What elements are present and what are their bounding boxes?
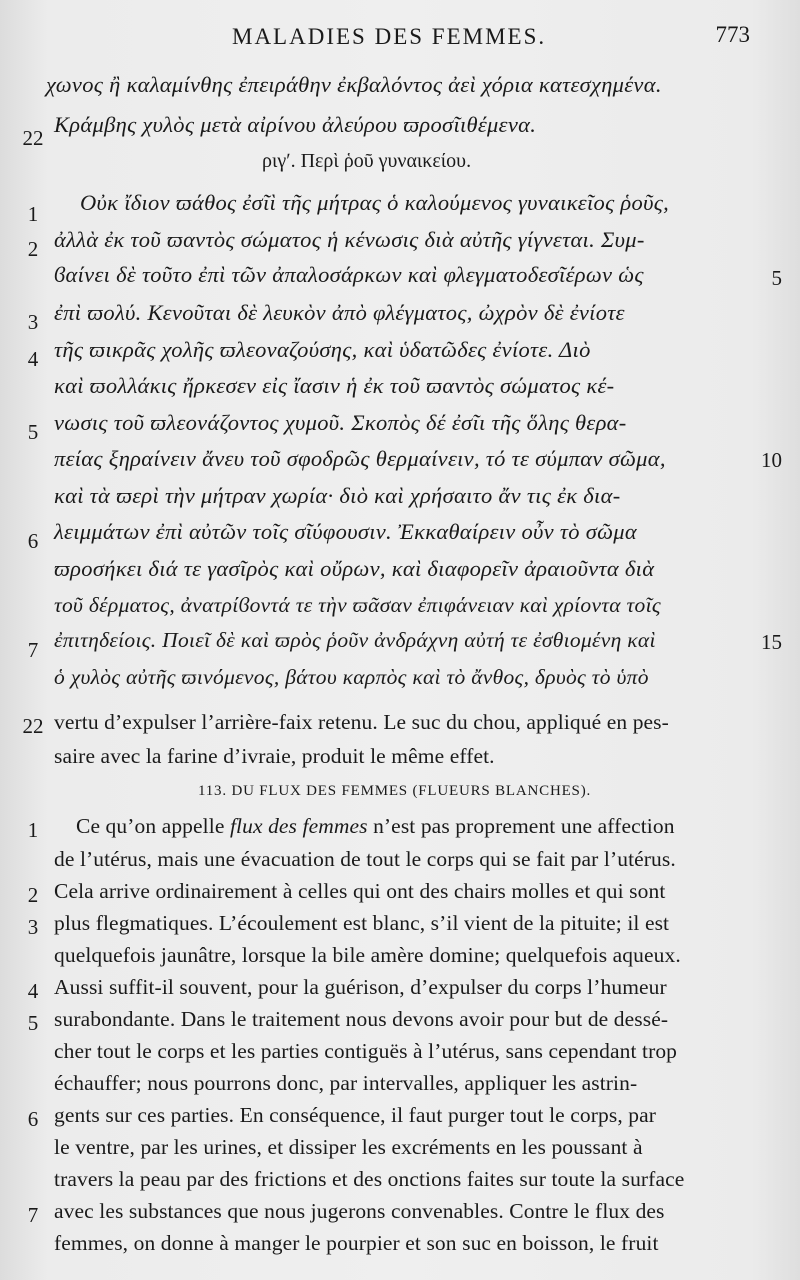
french-line-text: surabondante. Dans le traitement nous devons avoir pour but de dessé-: [54, 1007, 669, 1031]
french-line: [0, 847, 800, 875]
running-title: MALADIES DES FEMMES.: [232, 24, 547, 49]
greek-line: [0, 519, 800, 553]
greek-line-text: ἀλλὰ ἐκ τοῦ ϖαντὸς σώματος ἡ κένωσις διὰ αὐτῆς γίγνεται. Συμ-: [54, 227, 645, 252]
french-line-number: 7: [27, 1203, 39, 1227]
greek-line: [0, 72, 800, 102]
greek-line-number: 1: [27, 202, 39, 226]
greek-line: [0, 337, 800, 371]
greek-line-number: 3: [27, 310, 39, 334]
page-number: 773: [715, 22, 750, 47]
french-line: [0, 744, 800, 772]
french-line-text: cher tout le corps et les parties contiguës à l’utérus, sans cependant trop: [54, 1039, 678, 1063]
greek-line: [0, 628, 800, 662]
greek-line-text: καὶ ϖολλάκις ἤρκεσεν εἰς ἴασιν ἡ ἐκ τοῦ ϖαντὸς σώματος κέ-: [54, 373, 615, 398]
french-line-text: vertu d’expulser l’arrière-faix retenu. Le suc du chou, appliqué en pes-: [54, 710, 669, 734]
greek-line-text: τοῦ δέρματος, ἀνατρίϐοντά τε τὴν ϖᾶσαν ἐπιφάνειαν καὶ χρίοντα τοῖς: [54, 593, 661, 617]
french-section-heading-line: [0, 783, 800, 807]
greek-line-number: 22: [22, 126, 44, 150]
french-line-text: quelquefois jaunâtre, lorsque la bile amère domine; quelquefois aqueux.: [54, 943, 681, 967]
greek-line-text: νωσις τοῦ ϖλεονάζοντος χυμοῦ. Σκοπὸς δέ ἐσῖι τῆς ὅλης θερα-: [54, 410, 627, 435]
french-line-text: saire avec la farine d’ivraie, produit le même effet.: [54, 744, 495, 768]
greek-line: [0, 556, 800, 586]
french-line: [0, 814, 800, 842]
french-line-number: 5: [27, 1011, 39, 1035]
french-line: [0, 1231, 800, 1259]
french-section-heading: 113. DU FLUX DES FEMMES (FLUEURS BLANCHES).: [198, 783, 592, 799]
greek-line-text: χωνος ἢ καλαμίνθης ἐπειράθην ἐκβαλόντος ἀεὶ χόρια κατεσχημένα.: [46, 72, 662, 97]
greek-line-text: ϐαίνει δὲ τοῦτο ἐπὶ τῶν ἀπαλοσάρκων καὶ φλεγματοδεσῖέρων ὡς: [54, 262, 644, 287]
greek-section-heading-line: [0, 150, 800, 178]
french-line-text: Ce qu’on appelle flux des femmes n’est pas proprement une affection: [76, 814, 675, 838]
greek-line: [0, 300, 800, 334]
greek-line: [0, 446, 800, 476]
greek-line-text: καὶ τὰ ϖερὶ τὴν μήτραν χωρία· διὸ καὶ χρήσαιτο ἄν τις ἐκ δια-: [54, 483, 621, 508]
french-line: [0, 1199, 800, 1227]
greek-line: [0, 483, 800, 513]
french-line: [0, 1039, 800, 1067]
greek-line-text: ἐπιτηδείοις. Ποιεῖ δὲ καὶ ϖρὸς ῥοῦν ἀνδράχνη αὐτή τε ἐσθιομένη καὶ: [54, 628, 656, 652]
page-header: [0, 22, 800, 58]
greek-line-text: ϖροσήκει διά τε γασῖρὸς καὶ οὔρων, καὶ διαφορεῖν ἀραιοῦντα διὰ: [54, 556, 655, 581]
greek-line: [0, 593, 800, 623]
greek-line-number: 5: [27, 420, 39, 444]
french-line-text: avec les substances que nous jugerons convenables. Contre le flux des: [54, 1199, 665, 1223]
french-line-number: 4: [27, 979, 39, 1003]
french-line-text: de l’utérus, mais une évacuation de tout le corps qui se fait par l’utérus.: [54, 847, 676, 871]
french-line: [0, 879, 800, 907]
greek-margin-number: 15: [761, 630, 782, 654]
french-line: [0, 943, 800, 971]
french-line-text: échauffer; nous pourrons donc, par intervalles, appliquer les astrin-: [54, 1071, 638, 1095]
french-line-number: 22: [22, 714, 44, 738]
greek-line: [0, 112, 800, 150]
french-line: [0, 1167, 800, 1195]
greek-line: [0, 373, 800, 403]
french-line: [0, 1007, 800, 1035]
french-line-text: travers la peau par des frictions et des onctions faites sur toute la surface: [54, 1167, 685, 1191]
french-line: [0, 1103, 800, 1131]
french-line: [0, 1071, 800, 1099]
french-line: [0, 710, 800, 738]
french-line: [0, 911, 800, 939]
greek-line: [0, 410, 800, 444]
french-line-number: 1: [27, 818, 39, 842]
french-line-text: Aussi suffit-il souvent, pour la guérison, d’expulser du corps l’humeur: [54, 975, 667, 999]
greek-line: [0, 665, 800, 695]
french-line: [0, 975, 800, 1003]
greek-line-text: τῆς ϖικρᾶς χολῆς ϖλεοναζούσης, καὶ ὑδατῶδες ἐνίοτε. Διὸ: [54, 337, 591, 362]
french-line-text: femmes, on donne à manger le pourpier et son suc en boisson, le fruit: [54, 1231, 659, 1255]
greek-line-number: 2: [27, 237, 39, 261]
greek-line: [0, 190, 800, 226]
greek-line: [0, 262, 800, 292]
greek-section-heading: ριγʹ. Περὶ ῥοῦ γυναικείου.: [262, 150, 472, 172]
french-line-number: 6: [27, 1107, 39, 1131]
greek-line-number: 7: [27, 638, 39, 662]
french-line-text: gents sur ces parties. En conséquence, il faut purger tout le corps, par: [54, 1103, 657, 1127]
greek-line-text: Κράμβης χυλὸς μετὰ αἰρίνου ἀλεύρου ϖροσῖιθέμενα.: [54, 112, 537, 137]
french-line-text: le ventre, par les urines, et dissiper les excréments en les poussant à: [54, 1135, 643, 1159]
french-line: [0, 1135, 800, 1163]
french-line-number: 2: [27, 883, 39, 907]
french-line-number: 3: [27, 915, 39, 939]
french-line-text: Cela arrive ordinairement à celles qui ont des chairs molles et qui sont: [54, 879, 666, 903]
greek-line-text: ὁ χυλὸς αὐτῆς ϖινόμενος, βάτου καρπὸς καὶ τὸ ἄνθος, δρυὸς τὸ ὑπὸ: [54, 665, 649, 689]
greek-margin-number: 5: [771, 266, 782, 290]
greek-margin-number: 10: [761, 448, 782, 472]
greek-line-text: λειμμάτων ἐπὶ αὐτῶν τοῖς σῖύφουσιν. Ἐκκαθαίρειν οὖν τὸ σῶμα: [54, 519, 638, 544]
greek-line-number: 6: [27, 529, 39, 553]
greek-line-number: 4: [27, 347, 39, 371]
greek-line-text: πείας ξηραίνειν ἄνευ τοῦ σφοδρῶς θερμαίνειν, τό τε σύμπαν σῶμα,: [54, 446, 666, 471]
greek-line-text: ἐπὶ ϖολύ. Κενοῦται δὲ λευκὸν ἀπὸ φλέγματος, ὠχρὸν δὲ ἐνίοτε: [54, 300, 625, 325]
greek-line-text: Οὐκ ἴδιον ϖάθος ἐσῖὶ τῆς μήτρας ὁ καλούμενος γυναικεῖος ῥοῦς,: [80, 190, 670, 215]
french-line-text: plus flegmatiques. L’écoulement est blanc, s’il vient de la pituite; il est: [54, 911, 670, 935]
greek-line: [0, 227, 800, 261]
